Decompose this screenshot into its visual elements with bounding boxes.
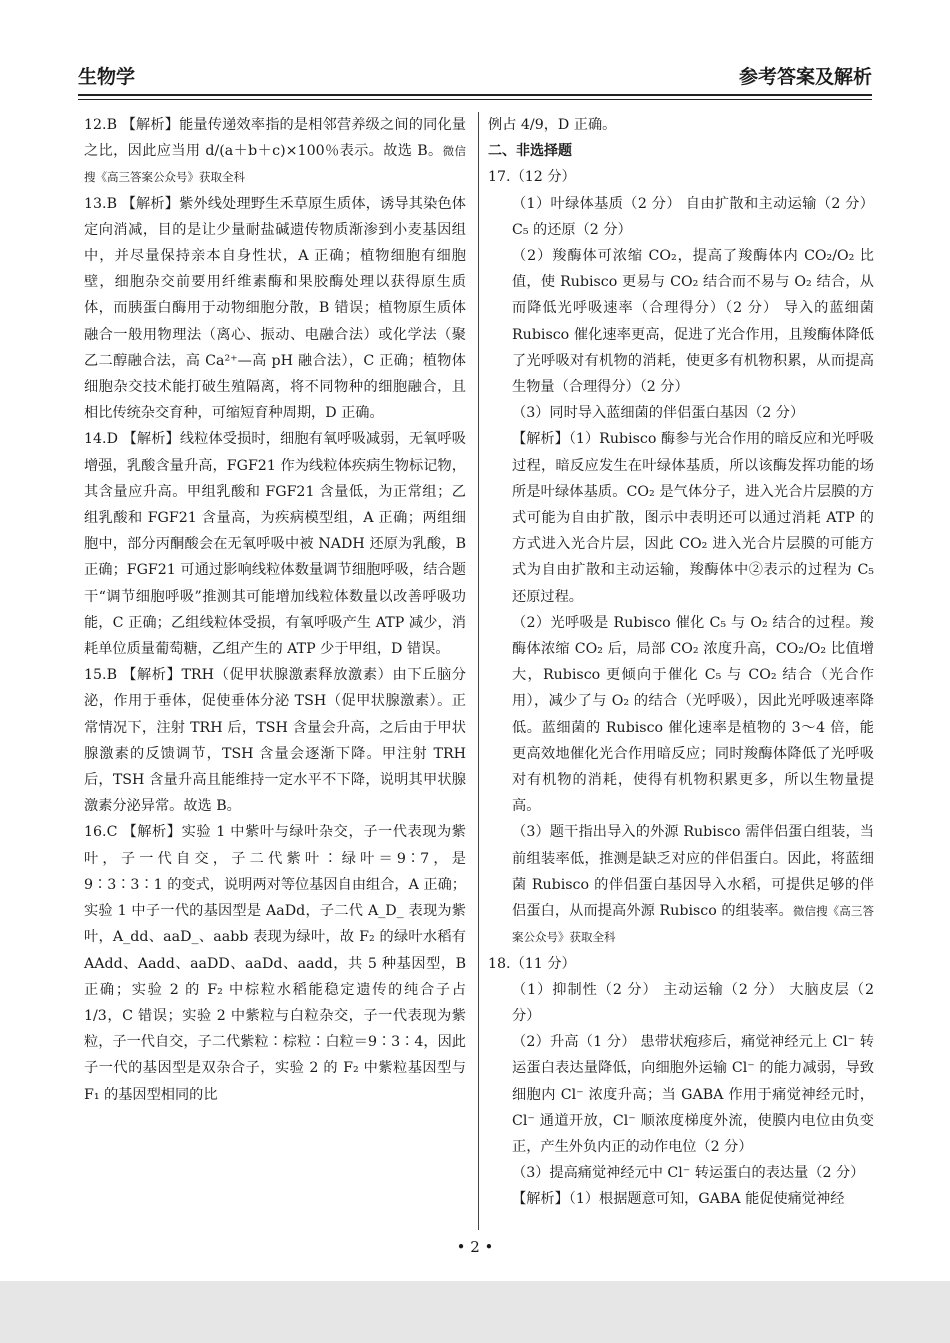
answer-14: 14.D 【解析】线粒体受损时，细胞有氧呼吸减弱，无氧呼吸增强，乳酸含量升高，FGF21 作为线粒体疾病生物标记物，其含量应升高。甲组乳酸和 FGF21 含量低，为正常组；乙组乳酸和 FGF21 含量高，为疾病模型组，A 正确；两组细胞中，部分丙酮酸会在无氧呼吸中被 NADH 还原为乳酸，B 正确；FGF21 可通过影响线粒体数量调节细胞呼吸，结合题干“调节细胞呼吸”推测其可能增加线粒体数量以改善呼吸功能，C 正确；乙组线粒体受损，有氧呼吸产生 ATP 减少，消耗单位质量葡萄糖，乙组产生的 ATP 少于甲组，D 错误。 — [84, 431, 466, 658]
answer-16-continued: 例占 4/9，D 正确。 — [488, 117, 617, 133]
section-title: 参考答案及解析 — [738, 66, 872, 88]
q17-explanation-3: （3）题干指出导入的外源 Rubisco 需伴侣蛋白组装，当前组装率低，推测是缺乏对应的伴侣蛋白。因此，将蓝细菌 Rubisco 的伴侣蛋白基因导入水稻，可提供足够的伴侣蛋白，从而提高外源 Rubisco 的组装率。微信搜《高三答案公众号》获取全科 — [512, 824, 874, 945]
page-number: • 2 • — [456, 1238, 494, 1256]
q18-answer-3: （3）提高痛觉神经元中 Cl⁻ 转运蛋白的表达量（2 分） — [512, 1165, 865, 1182]
q18-answer-2: （2）升高（1 分） 患带状疱疹后，痛觉神经元上 Cl⁻ 转运蛋白表达量降低，向细胞外运输 Cl⁻ 的能力减弱，导致细胞内 Cl⁻ 浓度升高；当 GABA 作用于痛觉神经元时，Cl⁻ 通道开放，Cl⁻ 顺浓度梯度外流，使膜内电位由负变正，产生外负内正的动作电位（2 分） — [512, 1034, 874, 1155]
q17-explanation-1: 【解析】（1）Rubisco 酶参与光合作用的暗反应和光呼吸过程，暗反应发生在叶绿体基质，所以该酶发挥功能的场所是叶绿体基质。CO₂ 是气体分子，进入光合片层膜的方式可能为自由扩散，图示中表明还可以通过消耗 ATP 的方式进入光合片层，因此 CO₂ 进入光合片层膜的可能方式为自由扩散和主动运输，羧酶体中②表示的过程为 C₅ 还原过程。 — [512, 431, 874, 605]
q18-answer-1: （1）抑制性（2 分） 主动运输（2 分） 大脑皮层（2 分） — [512, 981, 874, 1024]
wechat-note: 微信搜《高三答案公众号》获取全科 — [512, 904, 874, 945]
wechat-note: 微信搜《高三答案公众号》获取全科 — [84, 144, 466, 185]
column-divider — [478, 112, 479, 1230]
header-rule-thick — [78, 94, 872, 96]
answer-16: 16.C 【解析】实验 1 中紫叶与绿叶杂交，子一代表现为紫叶，子一代自交，子二代紫叶∶绿叶＝9∶7，是 9∶3∶3∶1 的变式，说明两对等位基因自由组合，A 正确；实验 1 中子一代的基因型是 AaDd，子二代 A_D_ 表现为紫叶，A_dd、aaD_、aabb 表现为绿叶，故 F₂ 的绿叶水稻有 AAdd、Aadd、aaDD、aaDd、aadd，共 5 种基因型，B 正确；实验 2 的 F₂ 中棕粒水稻能稳定遗传的纯合子占 1/3，C 错误；实验 2 中紫粒与白粒杂交，子一代表现为紫粒，子一代自交，子二代紫粒∶棕粒∶白粒＝9∶3∶4，因此子一代的基因型是双杂合子，实验 2 的 F₂ 中紫粒基因型与 F₁ 的基因型相同的比 — [84, 824, 466, 1103]
answer-13: 13.B 【解析】紫外线处理野生禾草原生质体，诱导其染色体定向消减，目的是让少量耐盐碱遗传物质渐渗到小麦基因组中，并尽量保持亲本自身性状，A 正确；植物细胞有细胞壁，细胞杂交前要用纤维素酶和果胶酶处理以获得原生质体，而胰蛋白酶用于动物细胞分散，B 错误；植物原生质体融合一般用物理法（离心、振动、电融合法）或化学法（聚乙二醇融合法，高 Ca²⁺—高 pH 融合法），C 正确；植物体细胞杂交技术能打破生殖隔离，将不同物种的细胞融合，且相比传统杂交育种，可缩短育种周期，D 正确。 — [84, 195, 466, 422]
question-18-heading: 18.（11 分） — [488, 955, 576, 972]
q17-answer-3: （3）同时导入蓝细菌的伴侣蛋白基因（2 分） — [512, 405, 805, 422]
answer-12: 12.B 【解析】能量传递效率指的是相邻营养级之间的同化量之比，因此应当用 d/(a＋b＋c)×100％表示。故选 B。微信搜《高三答案公众号》获取全科 — [84, 117, 466, 185]
header-rule-thin — [78, 99, 872, 100]
left-column — [84, 112, 466, 1108]
q17-answer-2: （2）羧酶体可浓缩 CO₂，提高了羧酶体内 CO₂/O₂ 比值，使 Rubisco 更易与 CO₂ 结合而不易与 O₂ 结合，从而降低光呼吸速率（合理得分）（2 分） 导入的蓝细菌 Rubisco 催化速率更高，促进了光合作用，且羧酶体降低了光呼吸对有机物的消耗，使更多有机物积累，从而提高生物量（合理得分）（2 分） — [512, 248, 874, 396]
subject-title: 生物学 — [78, 66, 136, 88]
footer-bar — [0, 1281, 950, 1343]
q17-explanation-2: （2）光呼吸是 Rubisco 催化 C₅ 与 O₂ 结合的过程。羧酶体浓缩 CO₂ 后，局部 CO₂ 浓度升高，CO₂/O₂ 比值增大，Rubisco 更倾向于催化 C₅ 与 CO₂ 结合（光合作用），减少了与 O₂ 的结合（光呼吸），因此光呼吸速率降低。蓝细菌的 Rubisco 催化速率是植物的 3～4 倍，能更高效地催化光合作用暗反应；同时羧酶体降低了光呼吸对有机物的消耗，使得有机物积累更多，所以生物量提高。 — [512, 614, 874, 815]
question-17-heading: 17.（12 分） — [488, 169, 576, 186]
page-header — [78, 62, 872, 96]
right-column — [488, 112, 874, 1213]
answer-15: 15.B 【解析】TRH（促甲状腺激素释放激素）由下丘脑分泌，作用于垂体，促使垂体分泌 TSH（促甲状腺激素）。正常情况下，注射 TRH 后，TSH 含量会升高，之后由于甲状腺激素的反馈调节，TSH 含量会逐渐下降。甲注射 TRH 后，TSH 含量升高且能维持一定水平不下降，说明其甲状腺激素分泌异常。故选 B。 — [84, 667, 466, 815]
q17-answer-1: （1）叶绿体基质（2 分） 自由扩散和主动运输（2 分） C₅ 的还原（2 分） — [512, 195, 874, 238]
section-heading: 二、非选择题 — [488, 143, 572, 160]
q18-explanation-1: 【解析】（1）根据题意可知，GABA 能促使痛觉神经 — [512, 1191, 845, 1208]
